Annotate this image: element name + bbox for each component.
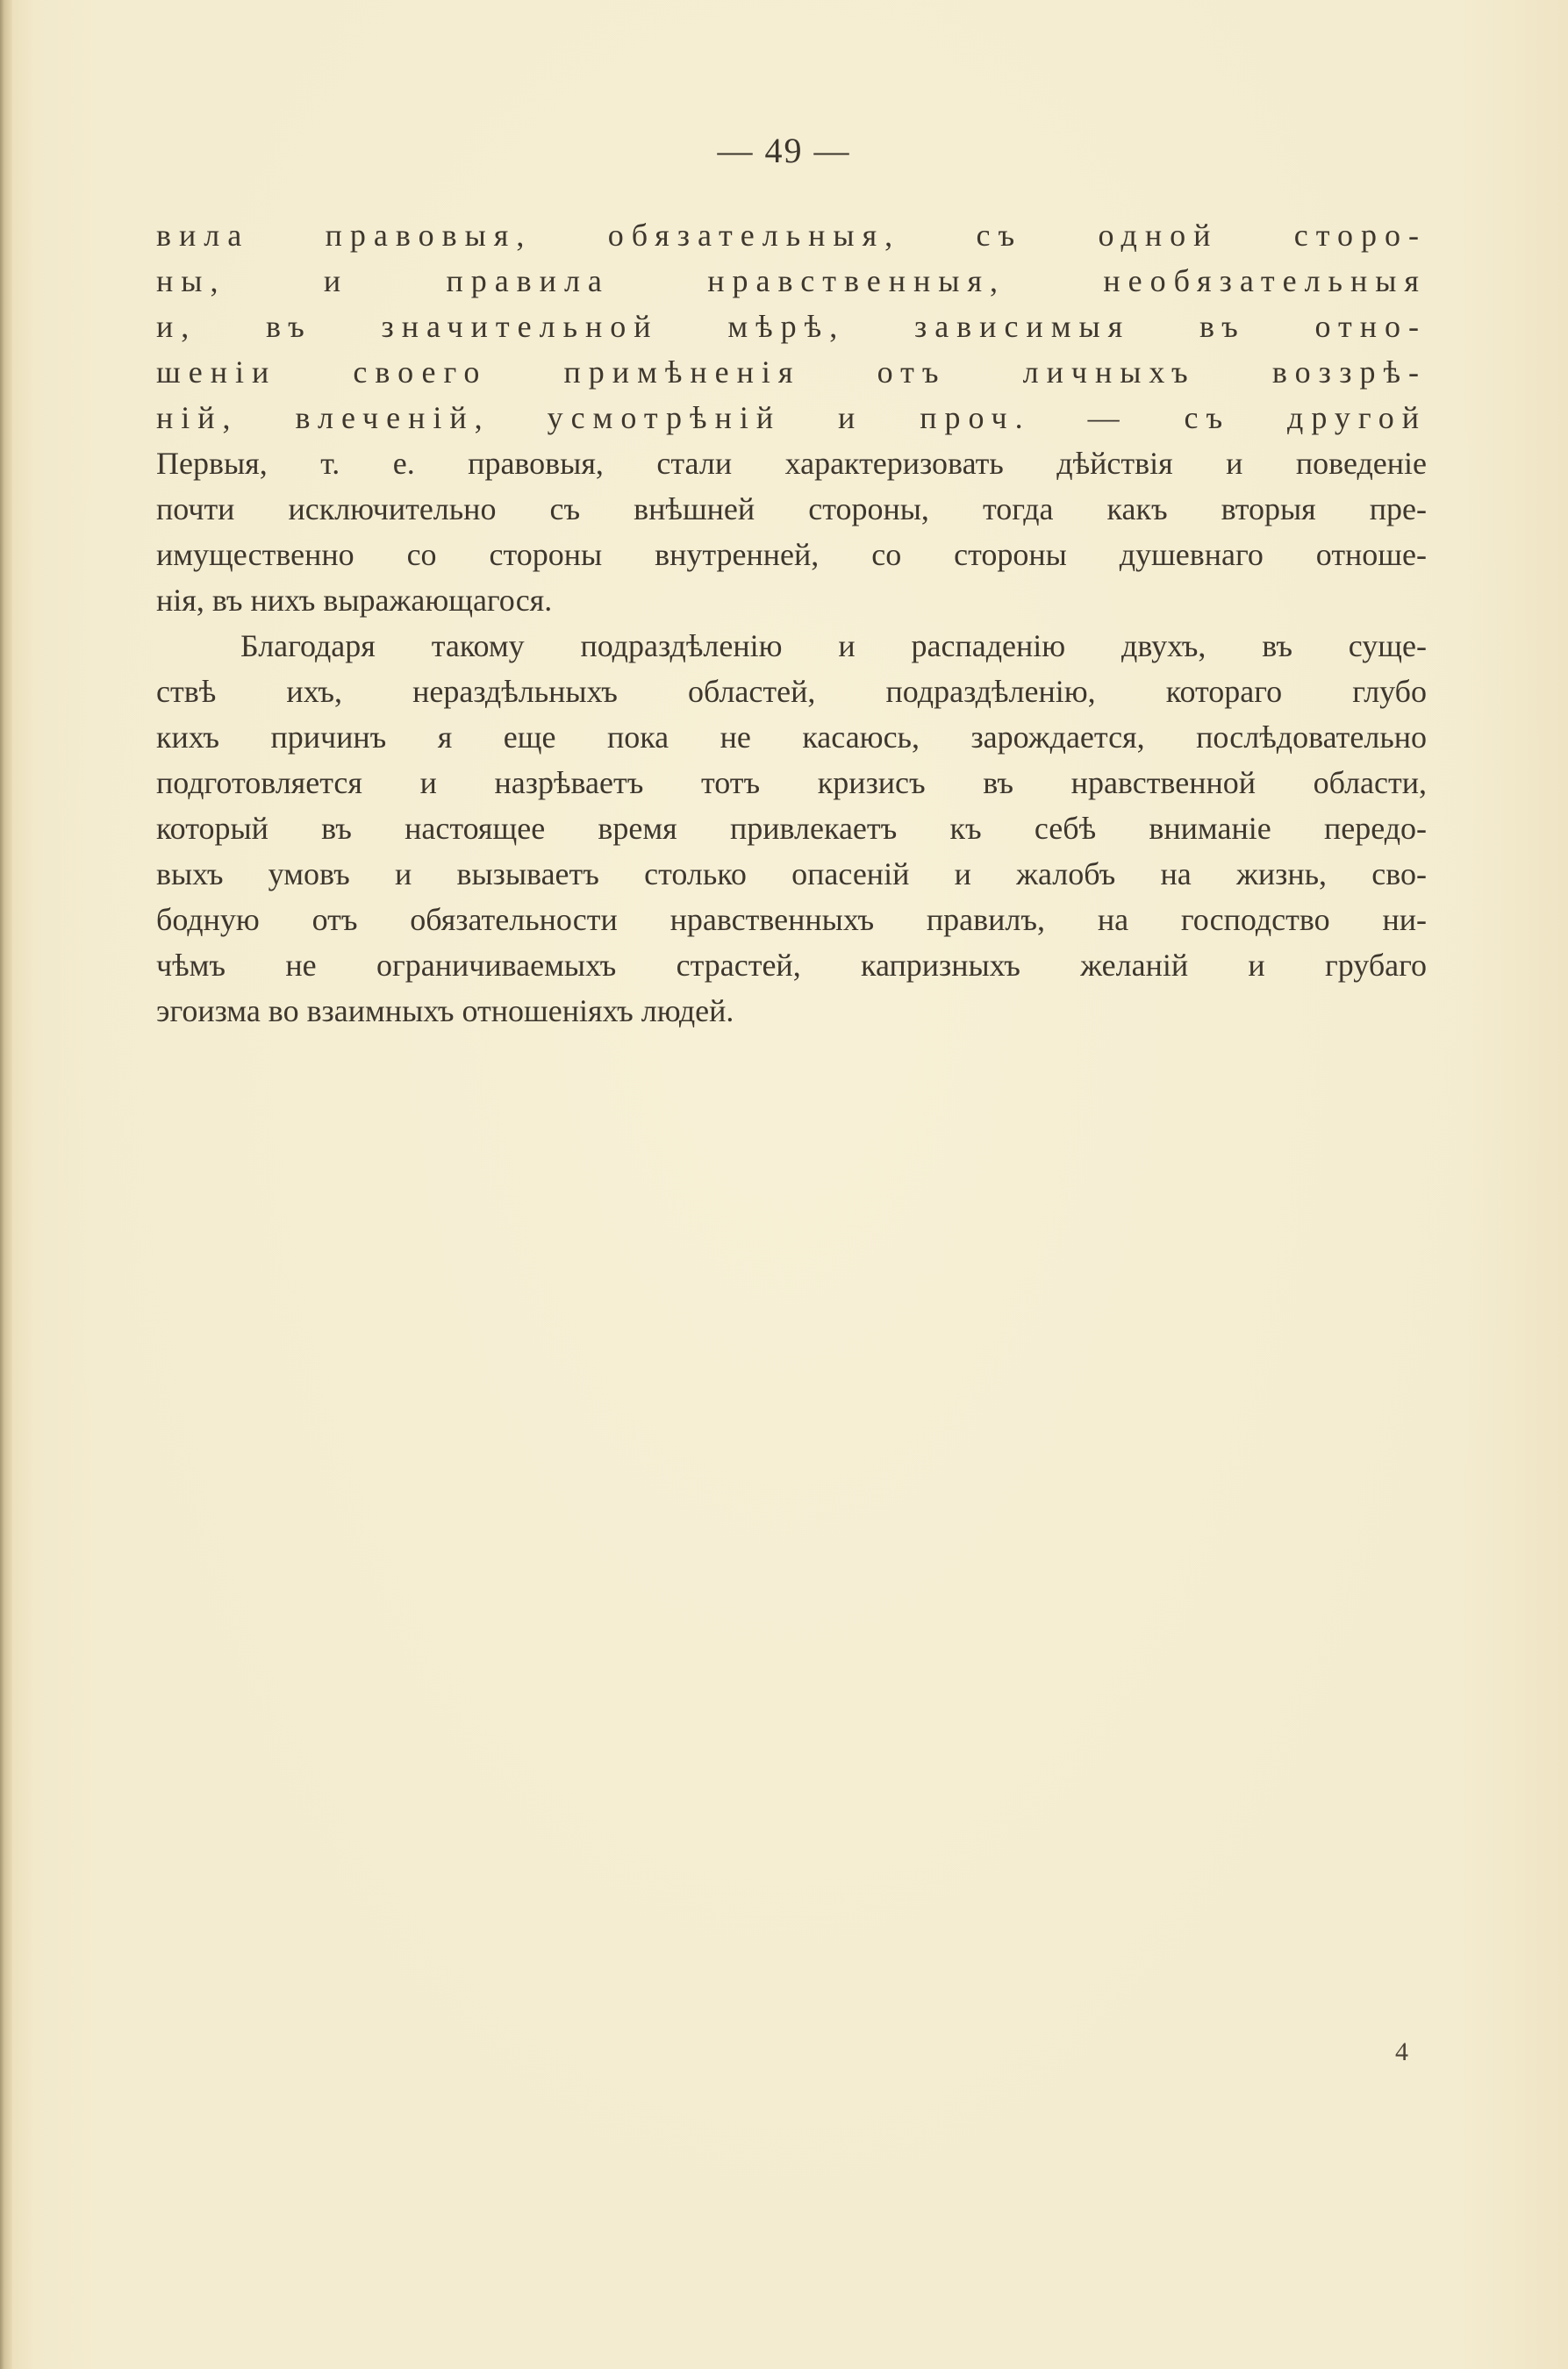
text-line: чѣмъ не ограничиваемыхъ страстей, капризныхъ желаній и грубаго [156, 948, 1427, 983]
text-line: эгоизма во взаимныхъ отношеніяхъ людей. [156, 993, 734, 1028]
text-line: ствѣ ихъ, нераздѣльныхъ областей, подраздѣленію, котораго глубо [156, 674, 1427, 709]
text-line: нія, въ нихъ выражающагося. [156, 583, 553, 618]
text-line: бодную отъ обязательности нравственныхъ правилъ, на господство ни- [156, 902, 1427, 937]
text-line: шеніи своего примѣненія отъ личныхъ воззрѣ- [156, 354, 1427, 390]
text-line: почти исключительно съ внѣшней стороны, тогда какъ вторыя пре- [156, 491, 1427, 526]
paragraph-2 [156, 623, 1427, 1034]
page-number: — 49 — [717, 131, 851, 170]
text-line: кихъ причинъ я еще пока не касаюсь, зарождается, послѣдовательно [156, 719, 1427, 755]
text-line: Благодаря такому подраздѣленію и распаденію двухъ, въ суще- [240, 628, 1427, 663]
text-line: который въ настоящее время привлекаетъ къ себѣ вниманіе передо- [156, 811, 1427, 846]
text-line: выхъ умовъ и вызываетъ столько опасеній и жалобъ на жизнь, сво- [156, 856, 1427, 891]
text-line: вила правовыя, обязательныя, съ одной сторо- [156, 218, 1427, 253]
paragraph-1 [156, 212, 1427, 623]
text-line: ны, и правила нравственныя, необязательныя [156, 263, 1427, 298]
signature-mark: 4 [1395, 2037, 1408, 2066]
body-text [156, 212, 1427, 1034]
text-line: имущественно со стороны внутренней, со стороны душевнаго отноше- [156, 537, 1427, 572]
text-line: и, въ значительной мѣрѣ, зависимыя въ отно- [156, 309, 1427, 344]
text-line: ній, влеченій, усмотрѣній и проч. — съ другой [156, 400, 1427, 435]
page-binding-edge [0, 0, 12, 2369]
text-line: подготовляется и назрѣваетъ тотъ кризисъ въ нравственной области, [156, 765, 1427, 800]
text-line: Первыя, т. е. правовыя, стали характеризовать дѣйствія и поведеніе [156, 446, 1427, 481]
